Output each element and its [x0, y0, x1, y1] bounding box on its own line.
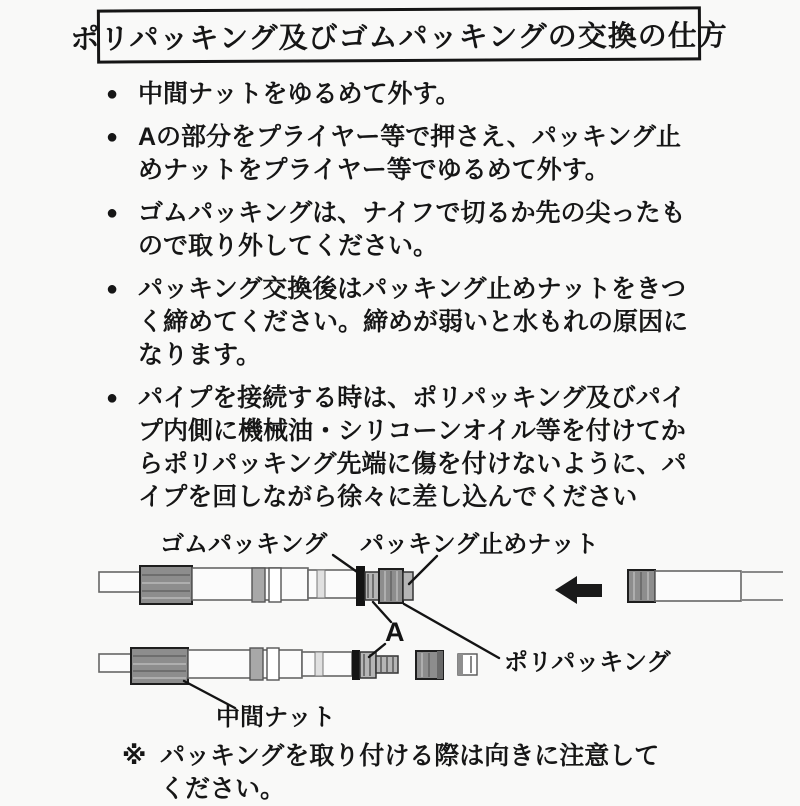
instruction-text: パイプを接続する時は、ポリパッキング及びパイプ内側に機械油・シリコーンオイル等を付けてからポリパッキング先端に傷を付けないように、パイプを回しながら徐々に差し込んでください	[138, 384, 687, 511]
list-item	[106, 197, 700, 263]
pipe-ring	[317, 570, 325, 598]
list-item	[106, 121, 700, 187]
instruction-text: 中間ナットをゆるめて外す。	[138, 80, 461, 108]
pipe-body-lower	[188, 650, 302, 678]
list-item	[106, 273, 700, 372]
instruction-text: Aの部分をプライヤー等で押さえ、パッキング止めナットをプライヤー等でゆるめて外す。	[138, 123, 682, 184]
leader-packing-stop-nut	[409, 556, 437, 584]
bullet-icon: ●	[106, 202, 119, 224]
upper-pipe	[99, 566, 413, 606]
footnote	[122, 740, 722, 806]
title-box	[70, 6, 728, 63]
instruction-text: パッキング交換後はパッキング止めナットをきつく締めてください。締めが弱いと水もれの原因になります。	[138, 275, 689, 369]
leader-poly-packing	[404, 604, 499, 658]
pipe-left-end	[99, 654, 133, 672]
pipe-ring	[250, 648, 263, 680]
pipe-ring	[315, 652, 323, 676]
list-item	[106, 382, 700, 514]
list-item	[106, 78, 700, 111]
instruction-text: ゴムパッキングは、ナイフで切るか先の尖ったもので取り外してください。	[138, 199, 686, 260]
reference-mark-icon: ※	[122, 742, 147, 770]
pipe-body-upper	[192, 568, 308, 600]
nut-edge	[437, 651, 443, 679]
lower-pipe	[99, 648, 477, 684]
label-point-a: A	[385, 617, 405, 647]
leader-a-lower	[369, 644, 385, 657]
footnote-text: パッキングを取り付ける際は向きに注意してください。	[160, 742, 660, 803]
detached-pipe-piece	[628, 570, 783, 602]
bullet-icon: ●	[106, 278, 119, 300]
arrow-left-icon	[555, 576, 602, 604]
instruction-list	[106, 78, 700, 514]
page-title: ポリパッキング及びゴムパッキングの交換の仕方	[70, 19, 728, 56]
label-packing-stop-nut: パッキング止めナット	[360, 531, 599, 558]
bullet-icon: ●	[106, 387, 119, 409]
label-poly-packing: ポリパッキング	[504, 649, 671, 676]
pipe-left-end	[99, 572, 143, 592]
part-a-lower	[360, 652, 376, 678]
label-rubber-packing: ゴムパッキング	[160, 531, 328, 558]
bullet-icon: ●	[106, 126, 119, 148]
pipe-diagram	[0, 508, 800, 748]
label-middle-nut: 中間ナット	[216, 704, 336, 731]
part-a-upper	[365, 572, 379, 600]
poly-packing-edge	[458, 654, 463, 675]
pipe-neck-upper	[308, 570, 358, 598]
pipe-body-right	[655, 571, 741, 601]
bullet-icon: ●	[106, 83, 119, 105]
rubber-packing-band-lower	[352, 650, 360, 680]
pipe-ring	[269, 568, 281, 602]
pipe-ring	[267, 648, 279, 680]
poly-packing-tip-upper	[403, 572, 413, 600]
pipe-neck-lower	[302, 652, 352, 676]
pipe-ring	[252, 568, 265, 602]
